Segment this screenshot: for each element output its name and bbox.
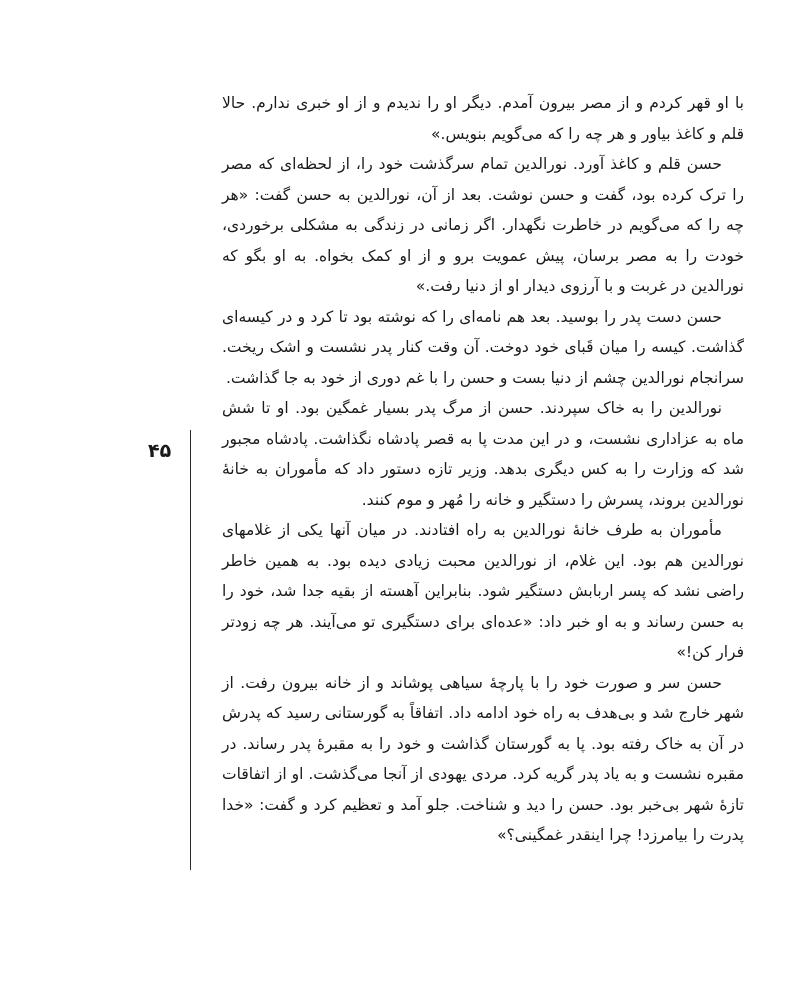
paragraph: با او قهر کردم و از مصر بیرون آمدم. دیگر او را ندیدم و از او خبری ندارم. حالا قلم و کاغذ بیاور و هر چه را که می‌گویم بنویس.» <box>222 94 744 143</box>
margin-rule <box>190 430 191 870</box>
body-text <box>222 88 744 851</box>
paragraph: مأموران به طرف خانهٔ نورالدین به راه افتادند. در میان آنها یکی از غلامهای نورالدین هم بود. این غلام، از نورالدین محبت زیادی دیده بود. به همین خاطر راضی نشد که پسر اربابش دستگیر شود. بنابراین آهسته از بقیه جدا شد، خود را به حسن رساند و به او خبر داد: «عده‌ای برای دستگیری تو می‌آیند. هر چه زودتر فرار کن!» <box>222 521 744 661</box>
paragraph: حسن قلم و کاغذ آورد. نورالدین تمام سرگذشت خود را، از لحظه‌ای که مصر را ترک کرده بود، گفت و حسن نوشت. بعد از آن، نورالدین به حسن گفت: «هر چه را که می‌گویم در خاطرت نگهدار. اگر زمانی در زندگی به مشکلی برخوردی، خودت را به مصر برسان، پیش عمویت برو و از او کمک بخواه. به او بگو که نورالدین در غربت و با آرزوی دیدار او از دنیا رفت.» <box>222 155 744 295</box>
page-number: ۴۵ <box>148 440 172 462</box>
paragraph: حسن دست پدر را بوسید. بعد هم نامه‌ای را که نوشته بود تا کرد و در کیسه‌ای گذاشت. کیسه را میان قَبای خود دوخت. آن وقت کنار پدر نشست و اشک ریخت. سرانجام نورالدین چشم از دنیا بست و حسن را با غم دوری از خود به جا گذاشت. <box>222 307 744 387</box>
paragraph: نورالدین را به خاک سپردند. حسن از مرگ پدر بسیار غمگین بود. او تا شش ماه به عزاداری نشست، و در این مدت پا به قصر پادشاه نگذاشت. پادشاه مجبور شد که وزارت را به کس دیگری بدهد. وزیر تازه دستور داد که مأموران به خانهٔ نورالدین بروند، پسرش را دستگیر و خانه را مُهر و موم کنند. <box>222 399 744 509</box>
paragraph: حسن سر و صورت خود را با پارچهٔ سیاهی پوشاند و از خانه بیرون رفت. از شهر خارج شد و بی‌هدف به راه خود ادامه داد. اتفاقاً به گورستانی رسید که پدرش در آن به خاک رفته بود. پا به گورستان گذاشت و خود را به مقبرهٔ پدر رساند. در مقبره نشست و به یاد پدر گریه کرد. مردی یهودی از آنجا می‌گذشت. او از اتفاقات تازهٔ شهر بی‌خبر بود. حسن را دید و شناخت. جلو آمد و تعظیم کرد و گفت: «خدا پدرت را بیامرزد! چرا اینقدر غمگینی؟» <box>222 673 744 844</box>
